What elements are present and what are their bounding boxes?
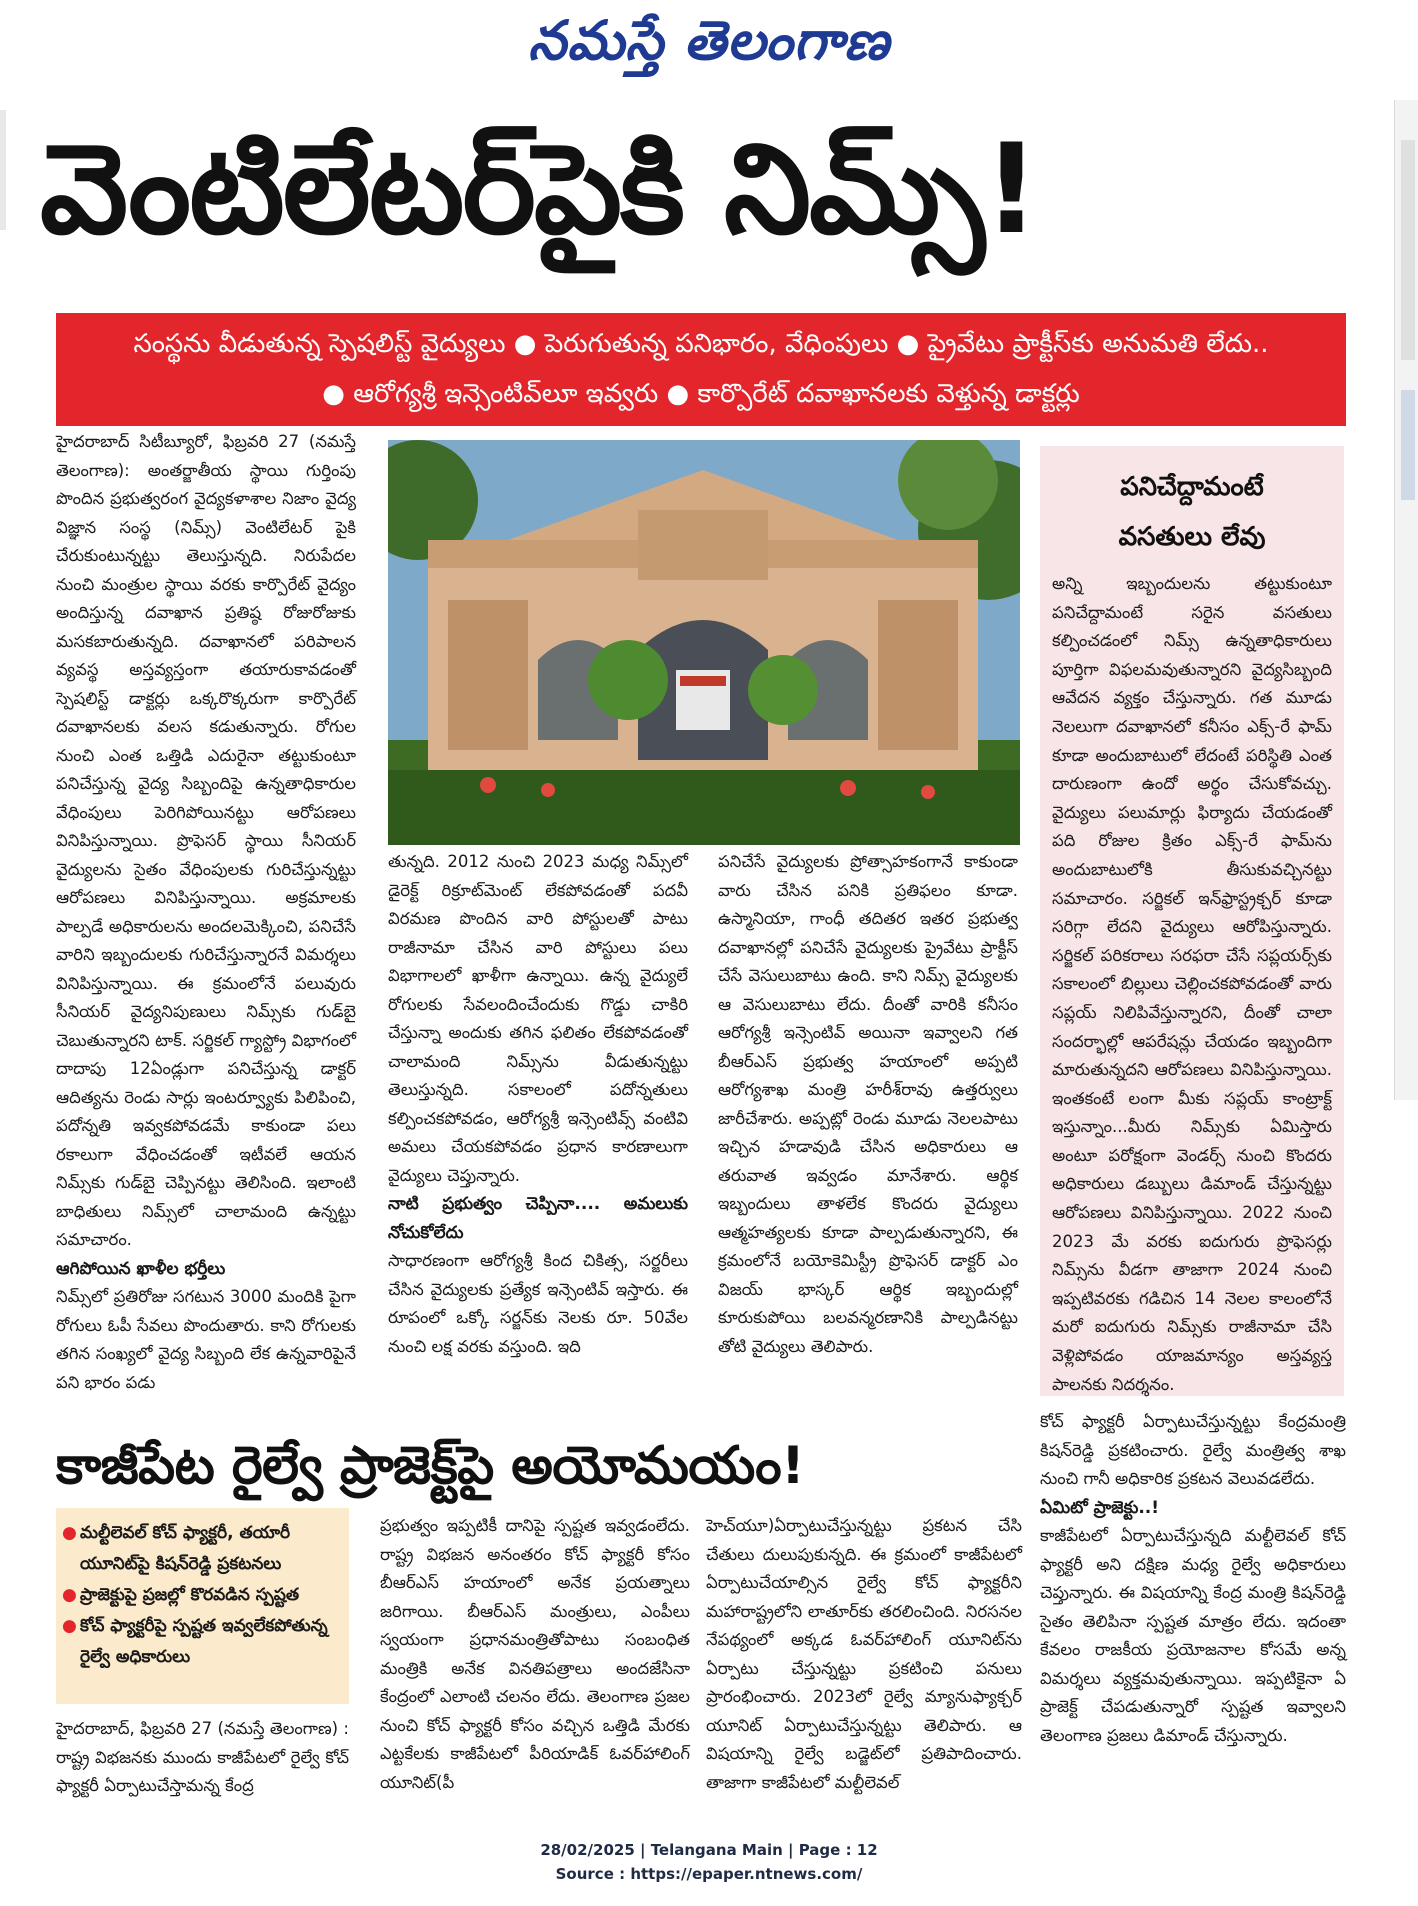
subheading: ఏమిటో ప్రాజెక్టు..! [1040, 1497, 1160, 1518]
highlights-banner [56, 313, 1346, 426]
adjacent-page-edge [1394, 100, 1418, 1100]
highlights-line: సంస్థను వీడుతున్న స్పెషలిస్ట్‌ వైద్యులు ● పెరుగుతున్న పనిభారం, వేధింపులు ● ప్రైవేటు ప్రాక్టీస్‌కు అనుమతి లేదు.. [133, 329, 1269, 359]
bullet-icon: ● [62, 1585, 77, 1605]
highlight-item [62, 1518, 343, 1580]
second-headline: కాజీపేట రైల్వే ప్రాజెక్ట్‌పై అయోమయం! [56, 1436, 805, 1496]
sidebar-title-line: పనిచేద్దామంటే [1120, 472, 1264, 502]
photo-illustration [388, 440, 1020, 845]
article-paragraph: సాధారణంగా ఆరోగ్యశ్రీ కింద చికిత్స, సర్జరీలు చేసిన వైద్యులకు ప్రత్యేక ఇన్సెంటివ్‌ ఇస్తారు. ఈ రూపంలో ఒక్కో సర్జన్‌కు నెలకు రూ. 50వేల నుంచి లక్ష వరకు వస్తుంది. ఇది [388, 1251, 688, 1356]
article-paragraph: హైదరాబాద్‌ సిటీబ్యూరో, ఫిబ్రవరి 27 (నమస్తే తెలంగాణ): అంతర్జాతీయ స్థాయి గుర్తింపు పొందిన ప్రభుత్వరంగ వైద్యకళాశాల నిజాం వైద్య విజ్ఞాన సంస్థ (నిమ్స్‌) వెంటిలేటర్‌ పైకి చేరుకుంటున్నట్టు తెలుస్తున్నది. నిరుపేదల నుంచి మంత్రుల స్థాయి వరకు కార్పొరేట్‌ వైద్యం అందిస్తున్న దవాఖాన ప్రతిష్ఠ రోజురోజుకు మసకబారుతున్నది. దవాఖానలో పరిపాలన వ్యవస్థ అస్తవ్యస్తంగా తయారుకావడంతో స్పెషలిస్ట్‌ డాక్టర్లు ఒక్కరొక్కరుగా కార్పొరేట్‌ దవాఖానలకు వలస కడుతున్నారు. రోగుల నుంచి ఎంత ఒత్తిడి ఎదురైనా తట్టుకుంటూ పనిచేస్తున్న వైద్య సిబ్బందిపై ఉన్నతాధికారుల వేధింపులు పెరిగిపోయినట్టు ఆరోపణలు వినిపిస్తున్నాయి. ప్రొఫెసర్‌ స్థాయి సీనియర్‌ వైద్యులను సైతం వేధింపులకు గురిచేస్తున్నట్టు ఆరోపణలు వినిపిస్తున్నాయి. అక్రమాలకు పాల్పడే అధికారులను అందలమెక్కించి, పనిచేసే వారిని ఇబ్బందులకు గురిచేస్తున్నారనే విమర్శలు వినిపిస్తున్నాయి. ఈ క్రమంలోనే పలువురు సీనియర్‌ వైద్యనిపుణులు నిమ్స్‌కు గుడ్‌బై చెబుతున్నారని టాక్‌. సర్జికల్‌ గ్యాస్ట్రో విభాగంలో దాదాపు 12ఏండ్లుగా పనిచేస్తున్న డాక్టర్‌ ఆదిత్యను రెండు సార్లు ఇంటర్వ్యూకు పిలిపించి, పదోన్నతి ఇవ్వకపోవడమే కాకుండా పలు రకాలుగా వేధించడంతో ఇటీవలే ఆయన నిమ్స్‌కు గుడ్‌బై చెప్పినట్టు తెలిసింది. ఇలాంటి బాధితులు నిమ్స్‌లో చాలామంది ఉన్నట్టు సమాచారం. [56, 432, 356, 1249]
article-paragraph: ప్రభుత్వం ఇప్పటికీ దానిపై స్పష్టత ఇవ్వడంలేదు. రాష్ట్ర విభజన అనంతరం కోచ్‌ ఫ్యాక్టరీ కోసం బీఆర్‌ఎస్‌ హయాంలో అనేక ప్రయత్నాలు జరిగాయి. బీఆర్‌ఎస్‌ మంత్రులు, ఎంపీలు స్వయంగా ప్రధానమంత్రితోపాటు సంబంధిత మంత్రికి అనేక వినతిపత్రాలు అందజేసినా కేంద్రంలో ఎలాంటి చలనం లేదు. తెలంగాణ ప్రజల నుంచి కోచ్‌ ఫ్యాక్టరీ కోసం వచ్చిన ఒత్తిడి మేరకు ఎట్టకేలకు కాజీపేటలో పీరియాడిక్‌ ఓవర్‌హాలింగ్‌ యూనిట్‌(పీ [380, 1516, 690, 1792]
left-edge-rule [0, 110, 6, 230]
highlights-box [56, 1508, 349, 1704]
story-column [56, 428, 356, 1397]
main-headline: వెంటిలేటర్‌పైకి నిమ్స్‌! [40, 118, 1038, 262]
masthead-logo: నమస్తే తెలంగాణ [528, 8, 890, 72]
highlight-text: కోచ్‌ ఫ్యాక్టరీపై స్పష్టత ఇవ్వలేకపోతున్న రైల్వే అధికారులు [80, 1616, 328, 1667]
article-paragraph: కాజీపేటలో ఏర్పాటుచేస్తున్నది మల్టీలెవల్‌ కోచ్‌ ఫ్యాక్టరీ అని దక్షిణ మధ్య రైల్వే అధికారులు చెప్తున్నారు. ఈ విషయాన్ని కేంద్ర మంత్రి కిషన్‌రెడ్డి సైతం తెలిపినా స్పష్టత మాత్రం లేదు. ఇదంతా కేవలం రాజకీయ ప్రయోజనాల కోసమే అన్న విమర్శలు వ్యక్తమవుతున్నాయి. ఇప్పటికైనా ఏ ప్రాజెక్ట్‌ చేపడుతున్నారో స్పష్టత ఇవ్వాలని తెలంగాణ ప్రజలు డిమాండ్‌ చేస్తున్నారు. [1040, 1526, 1346, 1745]
sidebar-title [1040, 446, 1344, 562]
highlight-text: ప్రాజెక్టుపై ప్రజల్లో కొరవడిన స్పష్టత [80, 1585, 300, 1605]
sidebar-body: అన్ని ఇబ్బందులను తట్టుకుంటూ పనిచేద్దామంటే సరైన వసతులు కల్పించడంలో నిమ్స్‌ ఉన్నతాధికారులు పూర్తిగా విఫలమవుతున్నారని వైద్యసిబ్బంది ఆవేదన వ్యక్తం చేస్తున్నారు. గత మూడు నెలలుగా దవాఖానలో కనీసం ఎక్స్‌-రే ఫామ్‌ కూడా అందుబాటులో లేదంటే పరిస్థితి ఎంత దారుణంగా ఉందో అర్థం చేసుకోవచ్చు. వైద్యులు పలుమార్లు ఫిర్యాదు చేయడంతో పది రోజుల క్రితం ఎక్స్‌-రే ఫామ్‌ను అందుబాటులోకి తీసుకువచ్చినట్టు సమాచారం. సర్జికల్‌ ఇన్‌ఫ్రాస్ట్రక్చర్‌ కూడా సరిగ్గా లేదని వైద్యులు ఆరోపిస్తున్నారు. సర్జికల్‌ పరికరాలు సరఫరా చేసే సప్లయర్స్‌కు సకాలంలో బిల్లులు చెల్లించకపోవడంతో వారు సప్లయ్‌ నిలిపివేస్తున్నారని, దీంతో చాలా సందర్భాల్లో ఆపరేషన్లు చేయడం ఇబ్బందిగా మారుతున్నదని ఆరోపణలు వినిపిస్తున్నాయి. ఇంతకంటే లంగా మీకు సప్లయ్‌ కాంట్రాక్ట్‌ ఇస్తున్నాం...మీరు నిమ్స్‌కు ఏమిస్తారు అంటూ పరోక్షంగా వెండర్స్‌ నుంచి కొందరు అధికారులు డబ్బులు డిమాండ్‌ చేస్తున్నట్టు ఆరోపణలు వినిపిస్తున్నాయి. 2022 నుంచి 2023 మే వరకు ఐదుగురు ప్రొఫెసర్లు నిమ్స్‌ను వీడగా తాజాగా 2024 నుంచి ఇప్పటివరకు గడిచిన 14 నెలల కాలంలోనే మరో ఐదుగురు నిమ్స్‌కు రాజీనామా చేసి వెళ్లిపోవడం యాజమాన్యం అస్తవ్యస్త పాలనకు నిదర్శనం. [1052, 574, 1332, 1394]
edition-info: 28/02/2025 | Telangana Main | Page : 12 [540, 1841, 878, 1859]
article-paragraph: తున్నది. 2012 నుంచి 2023 మధ్య నిమ్స్‌లో డైరెక్ట్‌ రిక్రూట్‌మెంట్‌ లేకపోవడంతో పదవీ విరమణ పొందిన వారి పోస్టులతో పాటు రాజీనామా చేసిన వారి పోస్టులు పలు విభాగాలలో ఖాళీగా ఉన్నాయి. ఉన్న వైద్యులే రోగులకు సేవలందించేందుకు గొడ్డు చాకిరి చేస్తున్నా అందుకు తగిన ఫలితం లేకపోవడంతో చాలామంది నిమ్స్‌ను వీడుతున్నట్టు తెలుస్తున్నది. సకాలంలో పదోన్నతులు కల్పించకపోవడం, ఆరోగ్యశ్రీ ఇన్సెంటివ్స్‌ వంటివి అమలు చేయకపోవడం ప్రధాన కారణాలుగా వైద్యులు చెప్తున్నారు. [388, 852, 688, 1185]
highlight-item [62, 1580, 343, 1611]
article-paragraph: హైదరాబాద్‌, ఫిబ్రవరి 27 (నమస్తే తెలంగాణ) : రాష్ట్ర విభజనకు ముందు కాజీపేటలో రైల్వే కోచ్‌ ఫ్యాక్టరీ ఏర్పాటుచేస్తామన్న కేంద్ర [56, 1719, 349, 1795]
article-paragraph: హెచ్‌యూ)ఏర్పాటుచేస్తున్నట్టు ప్రకటన చేసి చేతులు దులుపుకున్నది. ఈ క్రమంలో కాజీపేటలో ఏర్పాటుచేయాల్సిన రైల్వే కోచ్‌ ఫ్యాక్టరీని మహారాష్ట్రలోని లాతూర్‌కు తరలించింది. నిరసనల నేపథ్యంలో అక్కడ ఓవర్‌హాలింగ్‌ యూనిట్‌ను ఏర్పాటు చేస్తున్నట్టు ప్రకటించి పనులు ప్రారంభించారు. 2023లో రైల్వే మ్యానుఫ్యాక్చర్‌ యూనిట్‌ ఏర్పాటుచేస్తున్నట్టు తెలిపారు. ఆ విషయాన్ని రైల్వే బడ్జెట్‌లో ప్రతిపాదించారు. తాజాగా కాజీపేటలో మల్టీలెవల్‌ [706, 1516, 1022, 1792]
sidebar-box [1040, 446, 1344, 1396]
highlights-line: ● ఆరోగ్యశ్రీ ఇన్సెంటివ్‌లూ ఇవ్వరు ● కార్పొరేట్‌ దవాఖానలకు వెళ్తున్న డాక్టర్లు [322, 379, 1080, 409]
article-paragraph: నిమ్స్‌లో ప్రతిరోజు సగటున 3000 మందికి పైగా రోగులు ఓపీ సేవలు పొందుతారు. కాని రోగులకు తగిన సంఖ్యలో వైద్య సిబ్బంది లేక ఉన్నవారిపైనే పని భారం పడు [56, 1287, 356, 1392]
bullet-icon: ● [62, 1523, 77, 1543]
story-column [718, 848, 1018, 1361]
bullet-icon: ● [62, 1616, 77, 1636]
highlight-text: మల్టీలెవల్‌ కోచ్‌ ఫ్యాక్టరీ, తయారీ యూనిట్‌పై కిషన్‌రెడ్డి ప్రకటనలు [80, 1523, 291, 1574]
story-column [56, 1715, 349, 1801]
article-paragraph: పనిచేసే వైద్యులకు ప్రోత్సాహకంగానే కాకుండా వారు చేసిన పనికి ప్రతిఫలం కూడా. ఉస్మానియా, గాంధీ తదితర ఇతర ప్రభుత్వ దవాఖానల్లో పనిచేసే వైద్యులకు ప్రైవేటు ప్రాక్టీస్‌ చేసే వెసులుబాటు ఉంది. కాని నిమ్స్‌ వైద్యులకు ఆ వెసులుబాటు లేదు. దీంతో వారికి కనీసం ఆరోగ్యశ్రీ ఇన్సెంటివ్‌ అయినా ఇవ్వాలని గత బీఆర్‌ఎస్‌ ప్రభుత్వ హయాంలో అప్పటి ఆరోగ్యశాఖ మంత్రి హరీశ్‌రావు ఉత్తర్వులు జారీచేశారు. అప్పట్లో రెండు మూడు నెలలపాటు ఇచ్చిన హడావుడి చేసిన అధికారులు ఆ తరువాత ఇవ్వడం మానేశారు. ఆర్థిక ఇబ్బందులు తాళలేక కొందరు వైద్యులు ఆత్మహత్యలకు కూడా పాల్పడుతున్నారని, ఈ క్రమంలోనే బయోకెమిస్ట్రీ ప్రొఫెసర్‌ డాక్టర్‌ ఎం విజయ్‌ భాస్కర్‌ ఆర్థిక ఇబ్బందుల్లో కూరుకుపోయి బలవన్మరణానికి పాల్పడినట్టు తోటి వైద్యులు తెలిపారు. [718, 852, 1018, 1356]
story-column [380, 1512, 690, 1797]
adjacent-page-strip [1401, 390, 1415, 500]
story-column [388, 848, 688, 1361]
subheading: ఆగిపోయిన ఖాళీల భర్తీలు [56, 1258, 226, 1279]
subheading: నాటి ప్రభుత్వం చెప్పినా.... అమలుకు నోచుకోలేదు [388, 1194, 688, 1243]
sidebar-title-line: వసతులు లేవు [1118, 522, 1266, 552]
adjacent-page-strip [1401, 140, 1415, 360]
page-footer [0, 1838, 1418, 1886]
story-column [1040, 1408, 1346, 1750]
nims-gate-photo [388, 440, 1020, 845]
story-column [706, 1512, 1022, 1797]
article-paragraph: కోచ్‌ ఫ్యాక్టరీ ఏర్పాటుచేస్తున్నట్టు కేంద్రమంత్రి కిషన్‌రెడ్డి ప్రకటించారు. రైల్వే మంత్రిత్వ శాఖ నుంచి గానీ అధికారిక ప్రకటన వెలువడలేదు. [1040, 1412, 1346, 1488]
highlight-item [62, 1611, 343, 1673]
source-link[interactable]: Source : https://epaper.ntnews.com/ [555, 1865, 863, 1883]
